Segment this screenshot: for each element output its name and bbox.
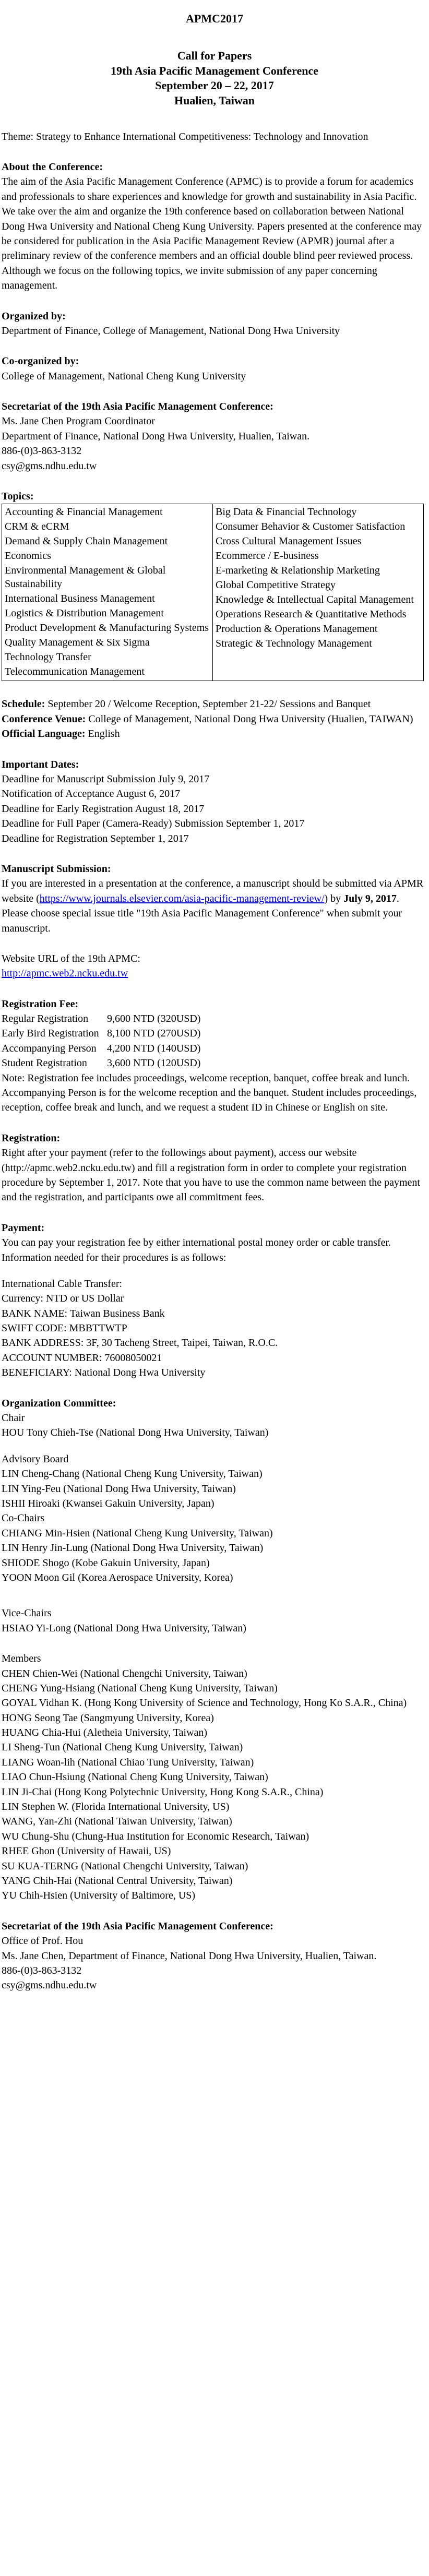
topic-item: Product Development & Manufacturing Systems — [5, 622, 209, 634]
submission-text-after: . Please choose special issue title "19th Asia Pacific Management Conference" when submit your manuscript. — [2, 892, 402, 934]
website-section — [2, 951, 424, 981]
date-item: Notification of Acceptance August 6, 2017 — [2, 788, 181, 800]
payment-line: BANK ADDRESS: 3F, 30 Tacheng Street, Taipei, Taiwan, R.O.C. — [2, 1337, 278, 1349]
secretariat-line: Ms. Jane Chen Program Coordinator — [2, 415, 155, 427]
members-list — [2, 1666, 424, 1903]
payment-line: Currency: NTD or US Dollar — [2, 1293, 124, 1305]
fees-note: Note: Registration fee includes proceedings, welcome reception, banquet, coffee break and lunch. Accompanying Person is for the welcome reception and the banquet. Student includes proceedings, reception, coffee break and lunch, and we request a student ID in Chinese or English on site. — [2, 1072, 417, 1114]
date-item: Deadline for Full Paper (Camera-Ready) Submission September 1, 2017 — [2, 818, 305, 830]
topic-item: Environmental Management & Global Sustainability — [5, 565, 166, 590]
topics-section — [2, 489, 424, 681]
committee-member: LIN Henry Jin-Lung (National Dong Hwa University, Taiwan) — [2, 1542, 264, 1554]
topic-item: Knowledge & Intellectual Capital Management — [216, 594, 414, 606]
top-title: APMC2017 — [186, 12, 243, 25]
vicechairs-list — [2, 1621, 424, 1636]
payment-heading: Payment: — [2, 1222, 45, 1234]
secretariat-footer-email: csy@gms.ndhu.edu.tw — [2, 1979, 97, 1991]
topic-item: CRM & eCRM — [5, 521, 69, 533]
committee-member: RHEE Ghon (University of Hawaii, US) — [2, 1845, 171, 1857]
registration-section — [2, 1131, 424, 1205]
about-section — [2, 160, 424, 293]
committee-member: CHIANG Min-Hsien (National Cheng Kung University, Taiwan) — [2, 1527, 273, 1539]
secretariat-footer-section — [2, 1919, 424, 1993]
secretariat-phone: 886-(0)3-863-3132 — [2, 445, 82, 457]
committee-member: CHENG Yung-Hsiang (National Cheng Kung University, Taiwan) — [2, 1682, 278, 1694]
submission-deadline: July 9, 2017 — [343, 892, 397, 904]
header-line-conference: 19th Asia Pacific Management Conference — [111, 64, 318, 77]
topic-item: Quality Management & Six Sigma — [5, 637, 150, 649]
committee-member: YANG Chih-Hai (National Central University, Taiwan) — [2, 1875, 233, 1887]
fee-label: Early Bird Registration — [2, 1028, 99, 1040]
secretariat-footer-heading: Secretariat of the 19th Asia Pacific Management Conference: — [2, 1920, 273, 1932]
secretariat-footer-line: Ms. Jane Chen, Department of Finance, National Dong Hwa University, Hualien, Taiwan. — [2, 1950, 377, 1962]
date-item: Deadline for Manuscript Submission July 9, 2017 — [2, 773, 210, 785]
fees-section — [2, 997, 424, 1115]
apmr-link[interactable]: https://www.journals.elsevier.com/asia-pacific-management-review/ — [39, 892, 325, 904]
topic-item: Accounting & Financial Management — [5, 506, 163, 518]
members-label: Members — [2, 1653, 41, 1665]
committee-member: WU Chung-Shu (Chung-Hua Institution for Economic Research, Taiwan) — [2, 1830, 309, 1842]
topic-item: International Business Management — [5, 593, 155, 605]
chair-list — [2, 1425, 424, 1440]
payment-line: BENEFICIARY: National Dong Hwa University — [2, 1367, 206, 1379]
topic-item: E-marketing & Relationship Marketing — [216, 565, 380, 577]
committee-member: HOU Tony Chieh-Tse (National Dong Hwa University, Taiwan) — [2, 1427, 269, 1439]
committee-member: CHEN Chien-Wei (National Chengchi University, Taiwan) — [2, 1667, 247, 1679]
schedule-section — [2, 697, 424, 741]
topic-item: Production & Operations Management — [216, 623, 378, 635]
about-body: The aim of the Asia Pacific Management Conference (APMC) is to provide a forum for academics and professionals to share experiences and knowledge for growth and sustainability in Asia Pacific. We take over the aim and organize the 19th conference based on collaboration between National Dong Hwa University and National Cheng Kung University. Papers presented at the conference may be considered for publication in the Asia Pacific Management Review (APMR) journal after a preliminary review of the conference members and an official double blind peer reviewed process. Although we focus on the following topics, we invite submission of any paper concerning management. — [2, 176, 422, 292]
coorganized-section — [2, 354, 424, 384]
committee-member: LIN Ying-Feu (National Dong Hwa University, Taiwan) — [2, 1483, 236, 1495]
committee-member: YOON Moon Gil (Korea Aerospace University, Korea) — [2, 1571, 233, 1583]
advisory-list — [2, 1466, 424, 1511]
topics-heading: Topics: — [2, 491, 34, 503]
website-link[interactable]: http://apmc.web2.ncku.edu.tw — [2, 968, 128, 980]
topic-item: Operations Research & Quantitative Methods — [216, 609, 407, 621]
topics-right-column — [213, 504, 424, 681]
payment-body: You can pay your registration fee by either international postal money order or cable transfer. Information needed for their procedures is as follows: — [2, 1237, 391, 1263]
header-block — [0, 49, 429, 108]
submission-text-before: If you are interested in a presentation at the conference, a manuscript should be submitted via APMR website ( — [2, 878, 424, 904]
organized-body: Department of Finance, College of Management, National Dong Hwa University — [2, 325, 340, 337]
secretariat-heading: Secretariat of the 19th Asia Pacific Management Conference: — [2, 401, 273, 413]
dates-section — [2, 757, 424, 846]
topics-row — [2, 504, 424, 681]
cochairs-list — [2, 1526, 424, 1585]
topics-right-list — [216, 505, 421, 650]
secretariat-section — [2, 399, 424, 473]
payment-line: International Cable Transfer: — [2, 1278, 123, 1290]
committee-member: YU Chih-Hsien (University of Baltimore, US) — [2, 1890, 196, 1902]
committee-member: HUANG Chia-Hui (Aletheia University, Taiwan) — [2, 1727, 208, 1739]
date-item: Deadline for Early Registration August 18, 2017 — [2, 803, 205, 815]
committee-member: LIN Stephen W. (Florida International University, US) — [2, 1801, 230, 1813]
fee-value: 3,600 NTD (120USD) — [107, 1057, 201, 1069]
header-line-call: Call for Papers — [177, 49, 252, 63]
organized-section — [2, 309, 424, 339]
secretariat-email: csy@gms.ndhu.edu.tw — [2, 460, 97, 472]
cochairs-label: Co-Chairs — [2, 1512, 45, 1524]
topic-item: Cross Cultural Management Issues — [216, 535, 362, 547]
schedule-value: September 20 / Welcome Reception, September 21-22/ Sessions and Banquet — [47, 698, 371, 710]
fee-value: 4,200 NTD (140USD) — [107, 1042, 201, 1054]
topic-item: Strategic & Technology Management — [216, 638, 372, 650]
vicechairs-label: Vice-Chairs — [2, 1607, 52, 1619]
topic-item: Big Data & Financial Technology — [216, 506, 357, 518]
committee-member: WANG, Yan-Zhi (National Taiwan University, Taiwan) — [2, 1816, 232, 1828]
topics-left-column — [2, 504, 213, 681]
coorganized-body: College of Management, National Cheng Kung University — [2, 370, 246, 382]
committee-member: LIAO Chun-Hsiung (National Cheng Kung University, Taiwan) — [2, 1771, 268, 1783]
language-value: English — [88, 728, 120, 740]
website-url-line — [2, 966, 424, 981]
committee-heading: Organization Committee: — [2, 1397, 116, 1409]
about-heading: About the Conference: — [2, 161, 103, 173]
topics-left-list — [5, 505, 210, 678]
topic-item: Ecommerce / E-business — [216, 550, 319, 562]
submission-text-mid: ) by — [324, 892, 344, 904]
committee-member: LIN Cheng-Chang (National Cheng Kung University, Taiwan) — [2, 1468, 263, 1480]
website-label: Website URL of the 19th APMC: — [2, 952, 140, 964]
fee-label: Accompanying Person — [2, 1042, 97, 1054]
payment-line: BANK NAME: Taiwan Business Bank — [2, 1307, 165, 1319]
fee-row — [2, 1056, 424, 1070]
committee-member: LI Sheng-Tun (National Cheng Kung University, Taiwan) — [2, 1742, 243, 1754]
fee-row — [2, 1026, 424, 1041]
committee-member: HSIAO Yi-Long (National Dong Hwa University, Taiwan) — [2, 1622, 246, 1634]
payment-details — [2, 1277, 424, 1380]
language-label: Official Language: — [2, 728, 86, 740]
secretariat-footer-line: Office of Prof. Hou — [2, 1935, 84, 1947]
coorganized-heading: Co-organized by: — [2, 355, 79, 367]
payment-section — [2, 1221, 424, 1380]
secretariat-line: Department of Finance, National Dong Hwa University, Hualien, Taiwan. — [2, 430, 310, 442]
language — [2, 726, 424, 741]
submission-section — [2, 862, 424, 936]
secretariat-footer-phone: 886-(0)3-863-3132 — [2, 1964, 82, 1976]
topic-item: Telecommunication Management — [5, 666, 145, 678]
fee-row — [2, 1041, 424, 1056]
content — [2, 129, 424, 1993]
committee-member: HONG Seong Tae (Sangmyung University, Korea) — [2, 1712, 214, 1724]
committee-member: LIN Ji-Chai (Hong Kong Polytechnic University, Hong Kong S.A.R., China) — [2, 1786, 324, 1798]
topic-item: Logistics & Distribution Management — [5, 607, 164, 619]
committee-member: SU KUA-TERNG (National Chengchi University, Taiwan) — [2, 1860, 248, 1872]
topic-item: Demand & Supply Chain Management — [5, 535, 168, 547]
venue-label: Conference Venue: — [2, 713, 86, 725]
schedule — [2, 697, 424, 711]
advisory-label: Advisory Board — [2, 1453, 69, 1465]
fee-value: 9,600 NTD (320USD) — [107, 1013, 201, 1025]
committee-section — [2, 1396, 424, 1903]
theme: Theme: Strategy to Enhance International Competitiveness: Technology and Innovation — [2, 130, 368, 142]
fees-heading: Registration Fee: — [2, 998, 79, 1010]
fee-label: Student Registration — [2, 1057, 87, 1069]
header-line-dates: September 20 – 22, 2017 — [155, 79, 274, 92]
fee-row — [2, 1011, 424, 1026]
fee-label: Regular Registration — [2, 1013, 89, 1025]
committee-member: LIANG Woan-lih (National Chiao Tung University, Taiwan) — [2, 1756, 254, 1768]
committee-member: ISHII Hiroaki (Kwansei Gakuin University, Japan) — [2, 1498, 214, 1509]
date-item: Deadline for Registration September 1, 2017 — [2, 832, 189, 844]
registration-body: Right after your payment (refer to the followings about payment), access our website (http://apmc.web2.ncku.edu.tw) and fill a registration form in order to complete your registration procedure by September 1, 2017. Note that you have to use the common name between the payment and the registration, and participants owe all commitment fees. — [2, 1147, 420, 1203]
submission-heading: Manuscript Submission: — [2, 863, 111, 875]
header-line-location: Hualien, Taiwan — [174, 94, 255, 108]
topic-item: Consumer Behavior & Customer Satisfaction — [216, 521, 406, 533]
submission-body — [2, 876, 424, 936]
payment-line: SWIFT CODE: MBBTTWTP — [2, 1322, 127, 1334]
payment-line: ACCOUNT NUMBER: 76008050021 — [2, 1352, 162, 1364]
topics-table — [2, 504, 424, 681]
venue-value: College of Management, National Dong Hwa University (Hualien, TAIWAN) — [88, 713, 413, 725]
topic-item: Economics — [5, 550, 51, 562]
topic-item: Global Competitive Strategy — [216, 579, 336, 591]
fee-value: 8,100 NTD (270USD) — [107, 1028, 201, 1040]
topic-item: Technology Transfer — [5, 651, 91, 663]
venue — [2, 712, 424, 726]
chair-label: Chair — [2, 1412, 25, 1424]
registration-heading: Registration: — [2, 1132, 61, 1144]
dates-heading: Important Dates: — [2, 758, 79, 770]
organized-heading: Organized by: — [2, 310, 66, 322]
committee-member: SHIODE Shogo (Kobe Gakuin University, Japan) — [2, 1557, 210, 1569]
schedule-label: Schedule: — [2, 698, 45, 710]
committee-member: GOYAL Vidhan K. (Hong Kong University of Science and Technology, Hong Ko S.A.R., China) — [2, 1697, 407, 1709]
